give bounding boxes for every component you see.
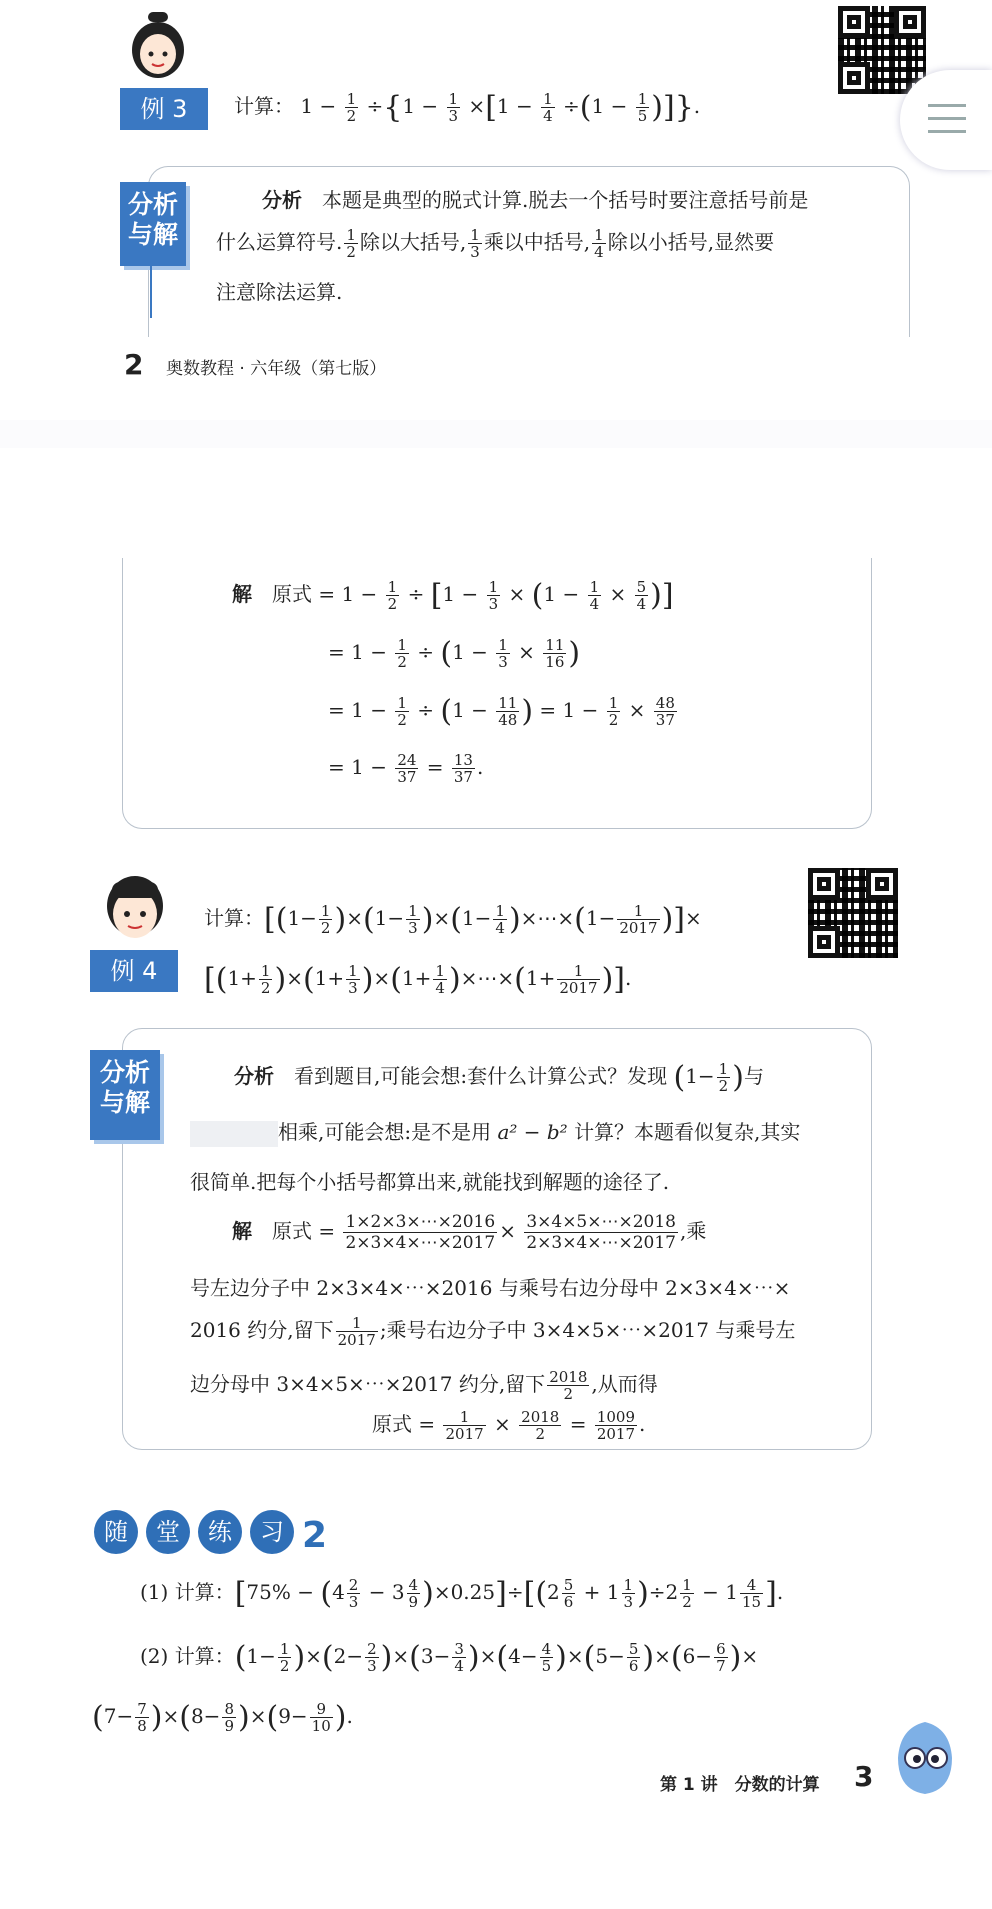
solution-4-line1: 解 原式 = $\frac{1\times 2\times 3\times\cdots\times 2016}{2\times 3\times 4\times\cdots\times 2017}$ × $\frac{3\times 4\times 5\times\cdots\times 2018}{2\times 3\times 4\times\cdots\times 2017}$ ,乘 [232,1212,707,1253]
qr-code[interactable] [838,6,926,94]
example-4-problem-line1: 计算：[(1− $\frac{1}{2}$ )×(1− $\frac{1}{3}$ )×(1− $\frac{1}{4}$ )×⋯×(1− $\frac{1}{2017}$ )]× [204,902,702,937]
page-2-fragment [0,0,992,420]
solution-4-line4: 边分母中 3×4×5×⋯×2017 约分,留下 $\frac{2018}{2}$ ,从而得 [190,1368,658,1403]
practice-title: 随 堂 练 习 2 [94,1510,327,1556]
qr-code-2[interactable] [808,868,898,958]
girl-avatar-icon [128,10,188,80]
analysis-4-line1: 分析 看到题目,可能会想:套什么计算公式？发现 (1− $\frac{1}{2}$ )与 [234,1060,764,1095]
solution-4-final: 原式 = $\frac{1}{2017}$ × $\frac{2018}{2}$ = $\frac{1009}{2017}$ . [372,1408,646,1443]
tag-stem [150,258,152,318]
page-number-3: 3 [854,1760,874,1793]
solution-3-line3: = 1 − $\frac{1}{2}$ ÷ (1 − $\frac{11}{48}$ ) = 1 − $\frac{1}{2}$ × $\frac{48}{37}$ [328,694,675,729]
practice-q2-line2: (7− $\frac{7}{8}$ )×(8− $\frac{8}{9}$ )×(9− $\frac{9}{10}$ ). [92,1700,353,1735]
practice-q1: (1) 计算：[75% − (4 $\frac{2}{3}$ − 3 $\frac{4}{9}$ )×0.25]÷[(2 $\frac{5}{6}$ + 1 $\frac{1}{3}$ )÷2 $\frac{1}{2}$ − 1 $\frac{4}{15}$ ]. [140,1576,784,1611]
solution-3-line2: = 1 − $\frac{1}{2}$ ÷ (1 − $\frac{1}{3}$ × $\frac{11}{16}$ ) [328,636,581,671]
analysis-3-line2: 什么运算符号. $\frac{1}{2}$ 除以大括号, $\frac{1}{3}$ 乘以中括号, $\frac{1}{4}$ 除以小括号,显然要 [216,226,775,261]
example-3-problem: 计算： 1 − $\frac{1}{2}$ ÷{1 − $\frac{1}{3}$ ×[1 − $\frac{1}{4}$ ÷(1 − $\frac{1}{5}$ )]}. [234,90,701,125]
lecture-title: 第 1 讲 分数的计算 [660,1775,820,1795]
solution-3-line1: 解 原式 = 1 − $\frac{1}{2}$ ÷ [1 − $\frac{1}{3}$ × (1 − $\frac{1}{4}$ × $\frac{5}{4}$ )] [232,578,674,613]
menu-button[interactable] [900,70,992,170]
analysis-3-line3: 注意除法运算. [216,280,343,304]
compute-label: 计算： [234,94,294,118]
analysis-4-line3: 很简单.把每个小括号都算出来,就能找到解题的途径了. [190,1170,670,1194]
page-number-2: 2 [124,348,144,381]
analysis-tag-3: 分析与解 [120,182,186,266]
example-4-tag: 例 4 [90,950,178,992]
page-2-footer: 奥数教程 · 六年级（第七版） [166,359,387,379]
solution-3-line4: = 1 − $\frac{24}{37}$ = $\frac{13}{37}$ . [328,751,484,786]
solution-4-line2: 号左边分子中 2×3×4×⋯×2016 与乘号右边分母中 2×3×4×⋯× [190,1276,791,1300]
mascot-icon [890,1718,960,1798]
solution-4-line3: 2016 约分,留下 $\frac{1}{2017}$ ;乘号右边分子中 3×4×5×⋯×2017 与乘号左 [190,1314,796,1349]
page-3 [0,448,992,1909]
analysis-tag-4: 分析与解 [90,1050,160,1140]
boy-avatar-icon [100,868,170,948]
analysis-4-line2: 相乘,可能会想:是不是用 a² − b² 计算？本题看似复杂,其实 [190,1116,800,1147]
example-4-problem-line2: [(1+ $\frac{1}{2}$ )×(1+ $\frac{1}{3}$ )×(1+ $\frac{1}{4}$ )×⋯×(1+ $\frac{1}{2017}$ )]. [204,962,632,997]
blurred-expression [190,1121,278,1147]
analysis-3-line1: 分析 本题是典型的脱式计算.脱去一个括号时要注意括号前是 [262,188,809,212]
hamburger-icon [928,102,966,136]
example-3-tag: 例 3 [120,88,208,130]
practice-q2-line1: (2) 计算：(1− $\frac{1}{2}$ )×(2− $\frac{2}{3}$ )×(3− $\frac{3}{4}$ )×(4− $\frac{4}{5}$ )×(5− $\frac{5}{6}$ )×(6− $\frac{6}{7}$ )× [140,1640,759,1675]
